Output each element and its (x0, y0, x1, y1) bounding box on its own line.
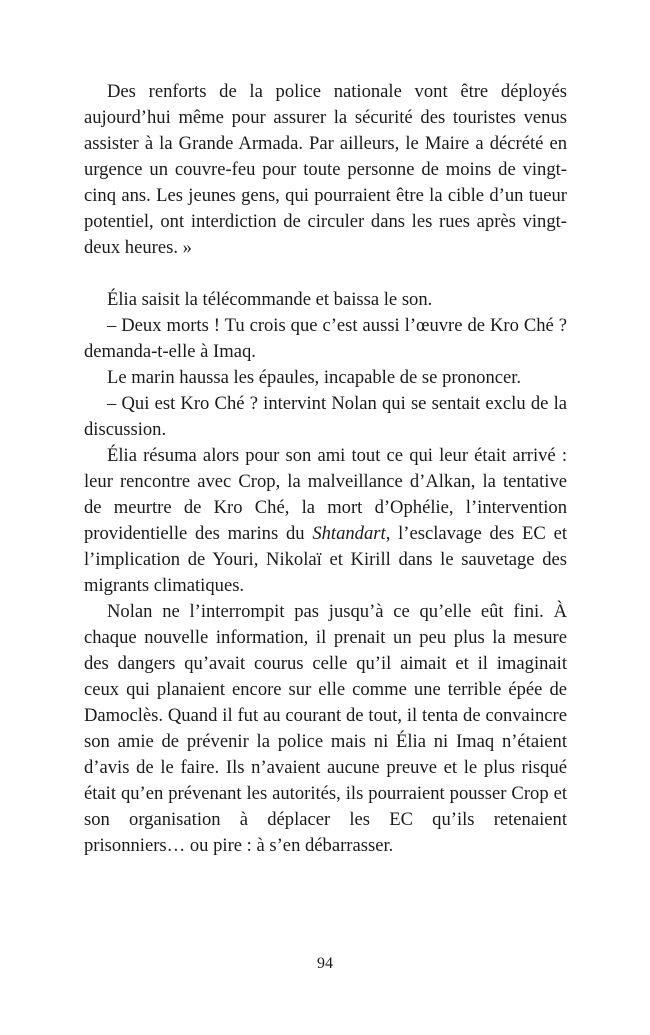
paragraph-elia-remote: Élia saisit la télécommande et baissa le son. (107, 289, 433, 310)
paragraph-elia-resume-start: Élia résuma alors pour son ami tout ce qui leur était arrivé : leur rencontre avec Crop, la malveillance d’Alkan, la tentative de meurtre de Kro Ché, la mort d’Ophélie, l’intervention providentielle des marins du (84, 445, 567, 544)
paragraph-news-report: Des renforts de la police nationale vont être déployés aujourd’hui même pour assurer la sécurité des touristes venus assister à la Grande Armada. Par ailleurs, le Maire a décrété en urgence un couvre-feu pour toute personne de moins de vingt-cinq ans. Les jeunes gens, qui pourraient être la cible d’un tueur potentiel, ont interdiction de circuler dans les rues après vingt-deux heures. » (84, 81, 567, 258)
paragraph-spacer (84, 261, 567, 287)
page-body (84, 79, 567, 859)
paragraph-marin-epaules: Le marin haussa les épaules, incapable de se prononcer. (107, 367, 522, 388)
paragraph-elia-resume-end: , l’esclavage des EC et l’implication de Youri, Nikolaï et Kirill dans le sauvetage des migrants climatiques. (84, 523, 567, 596)
paragraph-deux-morts: – Deux morts ! Tu crois que c’est aussi l’œuvre de Kro Ché ? demanda-t-elle à Imaq. (84, 315, 567, 362)
paragraph-nolan: Nolan ne l’interrompit pas jusqu’à ce qu’elle eût fini. À chaque nouvelle information, il prenait un peu plus la mesure des dangers qu’avait courus celle qu’il aimait et il imaginait ceux qui planaient encore sur elle comme une terrible épée de Damoclès. Quand il fut au courant de tout, il tenta de convaincre son amie de prévenir la police mais ni Élia ni Imaq n’étaient d’avis de le faire. Ils n’avaient aucune preuve et le plus risqué était qu’en prévenant les autorités, ils pourraient pousser Crop et son organisation à déplacer les EC qu’ils retenaient prisonniers… ou pire : à s’en débarrasser. (84, 601, 567, 856)
paragraph-elia-resume (84, 443, 567, 599)
ship-name-italic: Shtandart (312, 523, 386, 544)
page-number: 94 (317, 955, 333, 972)
paragraph-qui-est-kro-che: – Qui est Kro Ché ? intervint Nolan qui se sentait exclu de la discussion. (84, 393, 567, 440)
